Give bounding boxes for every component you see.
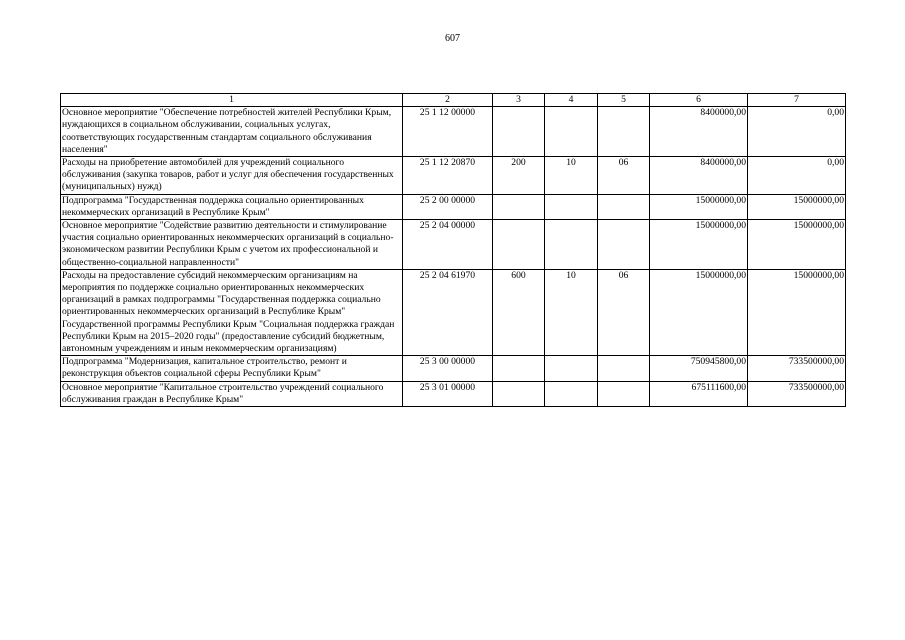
row-amount-col7: 15000000,00 [748, 269, 846, 355]
row-col3-cell [493, 381, 545, 406]
column-header: 2 [403, 94, 493, 107]
row-col4-cell: 10 [545, 269, 598, 355]
row-col5-cell [598, 220, 650, 270]
row-col5-cell [598, 194, 650, 219]
row-col4-cell [545, 107, 598, 157]
column-header: 7 [748, 94, 846, 107]
row-amount-col7: 733500000,00 [748, 381, 846, 406]
row-col3-cell [493, 356, 545, 381]
row-amount-col6: 750945800,00 [650, 356, 748, 381]
row-amount-col6: 15000000,00 [650, 269, 748, 355]
table-row [61, 356, 846, 381]
row-amount-col7: 0,00 [748, 157, 846, 195]
row-code-cell: 25 2 04 00000 [403, 220, 493, 270]
row-amount-col7: 15000000,00 [748, 194, 846, 219]
row-col5-cell: 06 [598, 269, 650, 355]
row-col5-cell [598, 356, 650, 381]
row-code-cell: 25 3 00 00000 [403, 356, 493, 381]
row-code-cell: 25 1 12 00000 [403, 107, 493, 157]
column-header: 5 [598, 94, 650, 107]
table-header-row [61, 94, 846, 107]
row-col5-cell [598, 107, 650, 157]
row-col5-cell [598, 381, 650, 406]
row-col3-cell [493, 107, 545, 157]
column-header: 6 [650, 94, 748, 107]
row-amount-col6: 8400000,00 [650, 107, 748, 157]
table-row [61, 381, 846, 406]
row-amount-col6: 15000000,00 [650, 220, 748, 270]
row-amount-col7: 733500000,00 [748, 356, 846, 381]
row-col4-cell [545, 194, 598, 219]
row-name-cell: Расходы на приобретение автомобилей для учреждений социального обслуживания (закупка товаров, работ и услуг для обеспечения государственных (муниципальных) нужд) [61, 157, 403, 195]
row-col4-cell: 10 [545, 157, 598, 195]
table-row [61, 157, 846, 195]
row-code-cell: 25 1 12 20870 [403, 157, 493, 195]
row-col4-cell [545, 381, 598, 406]
row-col3-cell: 200 [493, 157, 545, 195]
row-code-cell: 25 2 04 61970 [403, 269, 493, 355]
row-code-cell: 25 3 01 00000 [403, 381, 493, 406]
table-row [61, 194, 846, 219]
row-col3-cell [493, 220, 545, 270]
page-number: 607 [445, 33, 460, 44]
row-name-cell: Подпрограмма "Модернизация, капитальное строительство, ремонт и реконструкция объектов социальной сферы Республики Крым" [61, 356, 403, 381]
row-amount-col6: 15000000,00 [650, 194, 748, 219]
row-col5-cell: 06 [598, 157, 650, 195]
row-col3-cell: 600 [493, 269, 545, 355]
row-name-cell: Основное мероприятие "Капитальное строительство учреждений социального обслуживания граждан в Республике Крым" [61, 381, 403, 406]
table-row [61, 107, 846, 157]
column-header: 1 [61, 94, 403, 107]
row-amount-col7: 0,00 [748, 107, 846, 157]
row-name-cell: Основное мероприятие "Содействие развитию деятельности и стимулирование участия социально ориентированных некоммерческих организаций в социально-экономическом развитии Республики Крым с учетом их профессиональной и общественно-социальной направленности" [61, 220, 403, 270]
row-amount-col6: 8400000,00 [650, 157, 748, 195]
table-row [61, 220, 846, 270]
row-name-cell: Подпрограмма "Государственная поддержка социально ориентированных некоммерческих организаций в Республике Крым" [61, 194, 403, 219]
column-header: 4 [545, 94, 598, 107]
row-amount-col6: 675111600,00 [650, 381, 748, 406]
table-row [61, 269, 846, 355]
row-col3-cell [493, 194, 545, 219]
row-name-cell: Основное мероприятие "Обеспечение потребностей жителей Республики Крым, нуждающихся в социальном обслуживании, социальных услугах, соответствующих государственным стандартам социального обслуживания населения" [61, 107, 403, 157]
row-name-cell: Расходы на предоставление субсидий некоммерческим организациям на мероприятия по поддержке социально ориентированных некоммерческих организаций в рамках подпрограммы "Государственная поддержка социально ориентированных некоммерческих организаций в Республике Крым" Государственной программы Республики Крым "Социальная поддержка граждан Республики Крым на 2015–2020 годы" (предоставление субсидий бюджетным, автономным учреждениям и иным некоммерческим организациям) [61, 269, 403, 355]
column-header: 3 [493, 94, 545, 107]
row-code-cell: 25 2 00 00000 [403, 194, 493, 219]
row-amount-col7: 15000000,00 [748, 220, 846, 270]
row-col4-cell [545, 220, 598, 270]
budget-table [60, 93, 846, 407]
row-col4-cell [545, 356, 598, 381]
